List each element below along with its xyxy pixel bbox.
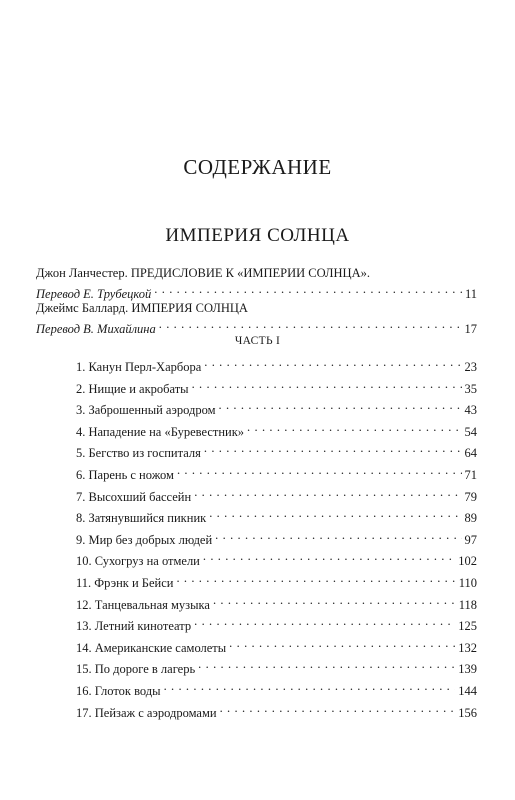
page-number: 125 [458,619,477,634]
toc-chapter-row[interactable] [76,612,477,634]
page-number: 35 [464,381,477,396]
chapter-title: 16. Глоток воды [76,684,161,698]
dot-leader [229,634,455,652]
chapter-title: 11. Фрэнк и Бейси [76,576,174,590]
chapter-title: 12. Танцевальная музыка [76,597,210,612]
dot-leader [213,591,456,609]
chapter-title: 6. Парень с ножом [76,468,174,482]
page-number: 17 [464,322,477,336]
toc-chapter-row[interactable] [76,439,477,461]
page-number: 79 [464,489,477,504]
front-entry-translator: Перевод Е. Трубецкой [36,287,152,301]
dot-leader [154,280,462,298]
front-entry-heading: Джеймс Баллард. ИМПЕРИЯ СОЛНЦА [36,301,248,315]
chapter-title: 2. Нищие и акробаты [76,381,189,396]
dot-leader [192,375,462,393]
toc-chapter-row[interactable] [76,483,477,504]
dot-leader [198,655,455,673]
page-number: 156 [458,705,477,720]
chapter-title: 14. Американские самолеты [76,640,227,655]
page-number: 97 [464,532,477,547]
toc-chapter-row[interactable] [76,569,477,590]
toc-chapter-row[interactable] [76,677,477,698]
chapter-title: 3. Заброшенный аэродром [76,403,216,418]
page-number: 110 [458,576,477,590]
dot-leader [177,461,462,479]
chapter-title: 17. Пейзаж с аэродромами [76,705,217,720]
page-number: 23 [464,360,477,374]
chapter-title: 10. Сухогруз на отмели [76,554,200,569]
page-number: 11 [464,287,477,301]
dot-leader [209,504,461,522]
toc-chapter-row[interactable] [76,353,477,374]
part-label: ЧАСТЬ I [234,335,281,347]
dot-leader [194,483,461,501]
dot-leader [204,353,461,371]
dot-leader [194,612,455,630]
chapter-title: 1. Канун Перл-Харбора [76,360,202,374]
dot-leader [159,315,462,333]
chapter-title: 7. Высохший бассейн [76,489,192,504]
toc-chapter-row[interactable] [76,655,477,677]
toc-chapter-row[interactable] [76,547,477,569]
toc-chapter-row[interactable] [76,418,477,439]
page-number: 132 [458,640,477,655]
dot-leader [219,396,462,414]
dot-leader [215,526,461,544]
toc-chapter-row[interactable] [76,504,477,526]
toc-chapter-row[interactable] [76,461,477,482]
dot-leader [176,569,455,587]
chapter-title: 15. По дороге в лагерь [76,662,196,677]
chapter-title: 9. Мир без добрых людей [76,532,213,547]
page-number: 89 [464,511,477,526]
chapter-title: 13. Летний кинотеатр [76,619,192,634]
front-entry-row[interactable] [36,315,477,336]
chapter-title: 8. Затянувшийся пикник [76,511,207,526]
page-number: 118 [458,597,477,612]
toc-chapter-row[interactable] [76,591,477,612]
front-entry-translator: Перевод В. Михайлина [36,322,156,336]
toc-chapter-row[interactable] [76,375,477,396]
chapter-title: 5. Бегство из госпиталя [76,446,201,461]
front-entry-row[interactable] [36,280,477,301]
page-number: 139 [458,662,477,677]
page-number: 64 [464,446,477,461]
toc-chapter-row[interactable] [76,699,477,720]
dot-leader [204,439,462,457]
page-number: 102 [458,554,477,569]
front-entry-heading: Джон Ланчестер. ПРЕДИСЛОВИЕ К «ИМПЕРИИ СОЛНЦА». [36,266,370,280]
toc-title: СОДЕРЖАНИЕ [183,155,332,179]
chapter-title: 4. Нападение на «Буревестник» [76,424,245,439]
book-title: ИМПЕРИЯ СОЛНЦА [165,225,350,246]
page-number: 54 [464,424,477,439]
dot-leader [164,677,456,695]
toc-chapter-row[interactable] [76,396,477,418]
page-number: 144 [458,684,477,698]
page-number: 71 [464,468,477,482]
toc-chapter-row[interactable] [76,634,477,655]
dot-leader [220,699,456,717]
toc-chapter-row[interactable] [76,526,477,547]
page-number: 43 [464,403,477,418]
dot-leader [203,547,455,565]
dot-leader [247,418,461,436]
